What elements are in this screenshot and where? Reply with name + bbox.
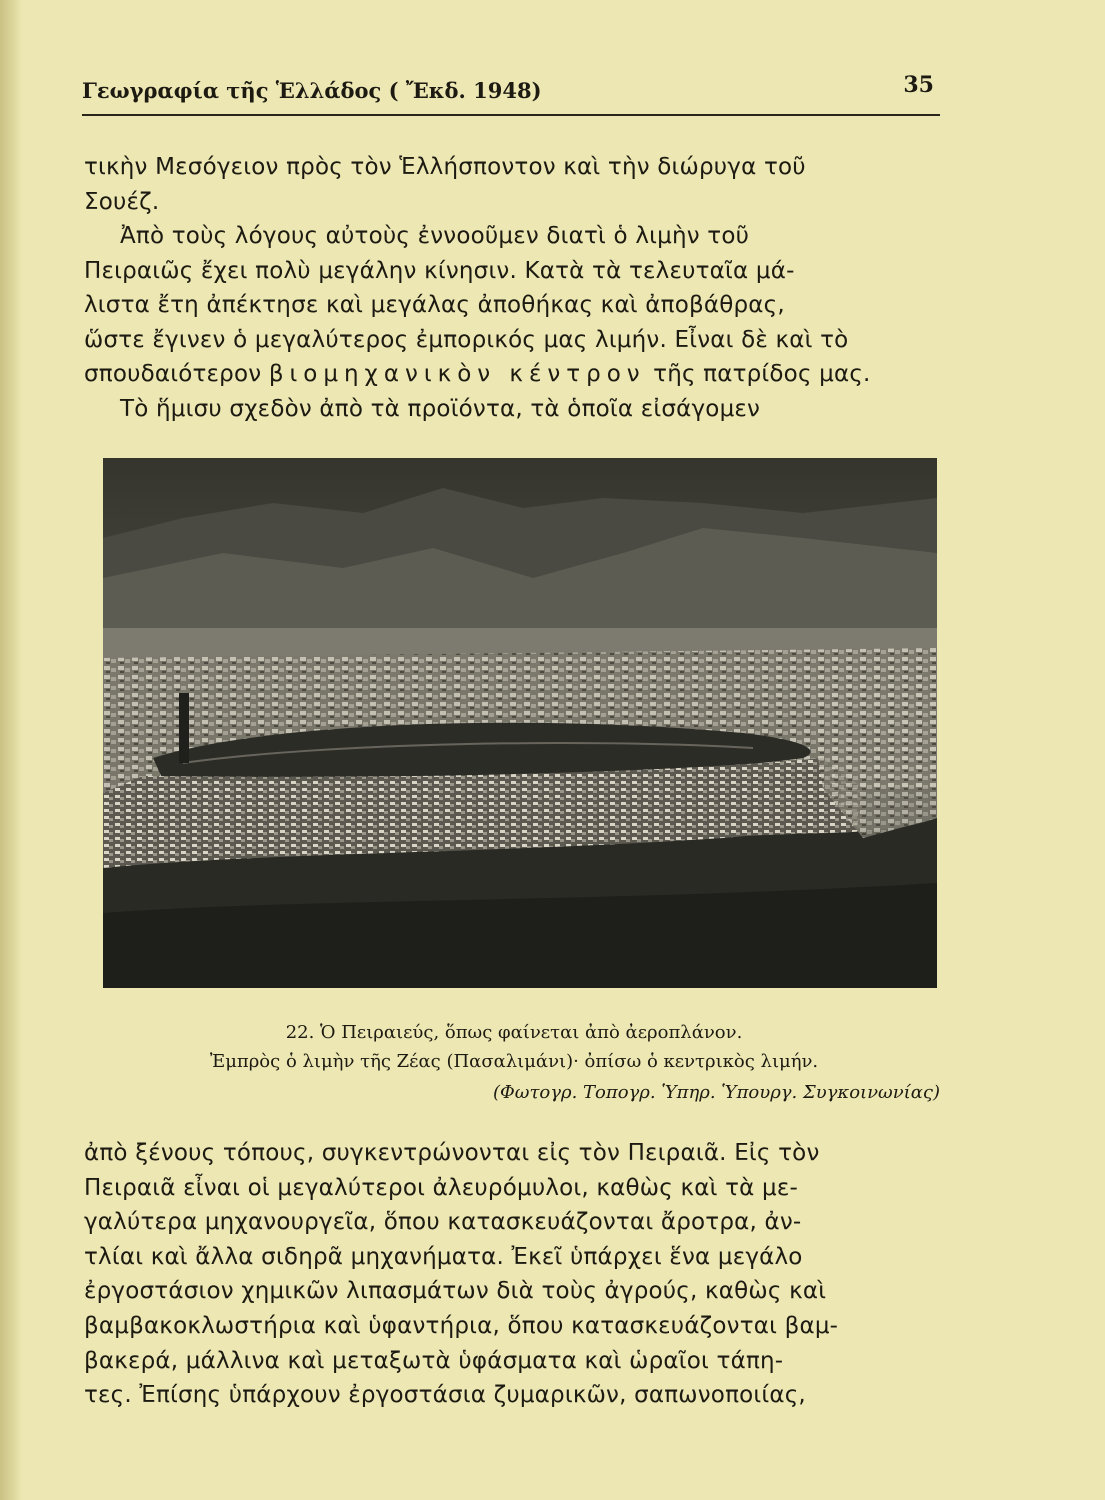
page-number: 35 [903, 72, 934, 98]
text-line: Πειραιῶς ἔχει πολὺ μεγάλην κίνησιν. Κατὰ τὰ τελευταῖα μά- [84, 257, 795, 284]
paragraph-1 [84, 150, 940, 219]
text-line: τες. Ἐπίσης ὑπάρχουν ἐργοστάσια ζυμαρικῶν, σαπωνοποιίας, [84, 1382, 806, 1409]
figure-caption-detail: Ἐμπρὸς ὁ λιμὴν τῆς Ζέας (Πασαλιμάνι)· ὀπίσω ὁ κεντρικὸς λιμήν. [209, 1051, 819, 1072]
text-line: λιστα ἔτη ἀπέκτησε καὶ μεγάλας ἀποθήκας καὶ ἀποβάθρας, [84, 292, 785, 319]
text-line: Πειραιᾶ εἶναι οἱ μεγαλύτεροι ἀλευρόμυλοι, καθὼς καὶ τὰ με- [84, 1174, 798, 1201]
text-line: βαμβακοκλωστήρια καὶ ὑφαντήρια, ὅπου κατασκευάζονται βαμ- [84, 1312, 839, 1339]
text-line: γαλύτερα μηχανουργεῖα, ὅπου κατασκευάζονται ἄροτρα, ἀν- [84, 1209, 802, 1236]
text-line [84, 357, 940, 392]
paragraph-2 [84, 219, 940, 392]
text-line: ἀπὸ ξένους τόπους, συγκεντρώνονται εἰς τὸν Πειραιᾶ. Εἰς τὸν [84, 1140, 820, 1166]
photo-piraeus-aerial [103, 458, 937, 988]
text-line: ἐργοστάσιον χημικῶν λιπασμάτων διὰ τοὺς ἀγρούς, καθὼς καὶ [84, 1278, 827, 1305]
header-title: Γεωγραφία τῆς Ἑλλάδος ( Ἔκδ. 1948) [82, 78, 542, 103]
figure-credit: (Φωτογρ. Τοπογρ. Ὑπηρ. Ὑπουργ. Συγκοινωνίας) [493, 1082, 940, 1103]
text-line: βακερά, μάλλινα καὶ μεταξωτὰ ὑφάσματα καὶ ὡραῖοι τάπη- [84, 1347, 784, 1374]
page-edge [0, 0, 22, 1500]
text-fragment: σπουδαιότερον [84, 361, 262, 388]
emphasized-text: βιομηχανικὸν κέντρον [268, 361, 646, 388]
text-line: Ἀπὸ τοὺς λόγους αὐτοὺς ἐννοοῦμεν διατὶ ὁ λιμὴν τοῦ [120, 223, 750, 249]
text-fragment: τῆς πατρίδος μας. [653, 361, 871, 388]
text-line: τικὴν Μεσόγειον πρὸς τὸν Ἑλλήσποντον καὶ τὴν διώρυγα τοῦ [84, 154, 806, 180]
text-line: Τὸ ἥμισυ σχεδὸν ἀπὸ τὰ προϊόντα, τὰ ὁποῖα εἰσάγομεν [120, 396, 761, 422]
text-line: τλίαι καὶ ἄλλα σιδηρᾶ μηχανήματα. Ἐκεῖ ὑπάρχει ἕνα μεγάλο [84, 1243, 803, 1270]
paragraph-4 [84, 1136, 940, 1413]
text-line: Σουέζ. [84, 188, 160, 215]
paragraph-3 [84, 392, 940, 427]
text-line: ὥστε ἔγινεν ὁ μεγαλύτερος ἐμπορικός μας λιμήν. Εἶναι δὲ καὶ τὸ [84, 326, 849, 353]
figure-caption: 22. Ὁ Πειραιεύς, ὅπως φαίνεται ἀπὸ ἀεροπλάνον. [285, 1022, 743, 1043]
running-header [82, 72, 940, 116]
